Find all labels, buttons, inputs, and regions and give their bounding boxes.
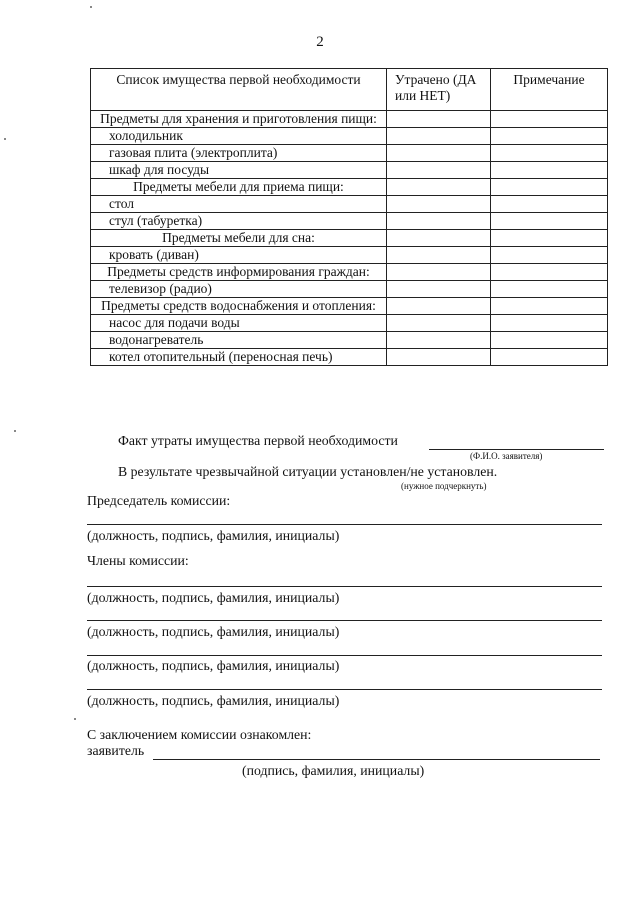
category-label: Предметы средств информирования граждан:: [91, 264, 387, 281]
applicant-label: заявитель: [87, 743, 145, 758]
item-row: [91, 162, 608, 179]
property-table: [90, 68, 608, 366]
lost-cell[interactable]: [387, 315, 491, 332]
table-header-row: [91, 69, 608, 111]
chairman-label: Председатель комиссии:: [87, 493, 231, 508]
note-cell[interactable]: [491, 111, 608, 128]
item-row: [91, 315, 608, 332]
item-row: [91, 196, 608, 213]
lost-cell[interactable]: [387, 264, 491, 281]
result-statement: В результате чрезвычайной ситуации установлен/не установлен.: [118, 464, 498, 479]
note-cell[interactable]: [491, 298, 608, 315]
applicant-name-line[interactable]: [429, 449, 604, 450]
lost-cell[interactable]: [387, 281, 491, 298]
members-label: Члены комиссии:: [87, 553, 189, 568]
category-label: Предметы мебели для сна:: [91, 230, 387, 247]
lost-cell[interactable]: [387, 196, 491, 213]
table-body: [91, 111, 608, 366]
note-cell[interactable]: [491, 162, 608, 179]
category-row: [91, 230, 608, 247]
member-signature-line[interactable]: [87, 655, 602, 656]
lost-cell[interactable]: [387, 230, 491, 247]
item-label: стул (табуретка): [91, 213, 387, 230]
item-label: шкаф для посуды: [91, 162, 387, 179]
item-row: [91, 281, 608, 298]
scan-speck: [90, 6, 92, 8]
applicant-signature-line[interactable]: [153, 759, 600, 760]
note-cell[interactable]: [491, 230, 608, 247]
result-hint: (нужное подчеркнуть): [401, 481, 487, 491]
item-label: газовая плита (электроплита): [91, 145, 387, 162]
chairman-signature-line[interactable]: [87, 524, 602, 525]
applicant-signature-caption: (подпись, фамилия, инициалы): [242, 763, 425, 778]
member-caption: (должность, подпись, фамилия, инициалы): [87, 658, 340, 673]
applicant-name-hint: (Ф.И.О. заявителя): [470, 451, 543, 461]
lost-cell[interactable]: [387, 111, 491, 128]
item-label: насос для подачи воды: [91, 315, 387, 332]
item-row: [91, 247, 608, 264]
fact-of-loss-label: Факт утраты имущества первой необходимости: [118, 433, 398, 448]
scan-speck: [14, 430, 16, 432]
note-cell[interactable]: [491, 247, 608, 264]
scan-speck: [74, 718, 76, 720]
lost-cell[interactable]: [387, 298, 491, 315]
category-label: Предметы средств водоснабжения и отопления:: [91, 298, 387, 315]
note-cell[interactable]: [491, 196, 608, 213]
member-signature-line[interactable]: [87, 620, 602, 621]
item-label: котел отопительный (переносная печь): [91, 349, 387, 366]
note-cell[interactable]: [491, 281, 608, 298]
page-number: 2: [316, 34, 324, 50]
member-signature-line[interactable]: [87, 689, 602, 690]
lost-cell[interactable]: [387, 332, 491, 349]
lost-cell[interactable]: [387, 349, 491, 366]
category-label: Предметы мебели для приема пищи:: [91, 179, 387, 196]
category-row: [91, 264, 608, 281]
item-label: холодильник: [91, 128, 387, 145]
note-cell[interactable]: [491, 213, 608, 230]
chairman-caption: (должность, подпись, фамилия, инициалы): [87, 528, 340, 543]
member-caption: (должность, подпись, фамилия, инициалы): [87, 624, 340, 639]
header-lost: Утрачено (ДА или НЕТ): [387, 69, 491, 111]
category-row: [91, 179, 608, 196]
category-row: [91, 298, 608, 315]
header-property-list: Список имущества первой необходимости: [91, 69, 387, 111]
lost-cell[interactable]: [387, 128, 491, 145]
item-row: [91, 128, 608, 145]
note-cell[interactable]: [491, 128, 608, 145]
acknowledgement-text: С заключением комиссии ознакомлен:: [87, 727, 312, 742]
lost-cell[interactable]: [387, 162, 491, 179]
item-row: [91, 145, 608, 162]
category-label: Предметы для хранения и приготовления пищи:: [91, 111, 387, 128]
item-label: кровать (диван): [91, 247, 387, 264]
lost-cell[interactable]: [387, 179, 491, 196]
item-row: [91, 332, 608, 349]
header-note: Примечание: [491, 69, 608, 111]
item-label: телевизор (радио): [91, 281, 387, 298]
note-cell[interactable]: [491, 179, 608, 196]
note-cell[interactable]: [491, 145, 608, 162]
note-cell[interactable]: [491, 264, 608, 281]
item-label: стол: [91, 196, 387, 213]
note-cell[interactable]: [491, 349, 608, 366]
member-caption: (должность, подпись, фамилия, инициалы): [87, 590, 340, 605]
member-caption: (должность, подпись, фамилия, инициалы): [87, 693, 340, 708]
lost-cell[interactable]: [387, 247, 491, 264]
item-label: водонагреватель: [91, 332, 387, 349]
note-cell[interactable]: [491, 332, 608, 349]
lost-cell[interactable]: [387, 145, 491, 162]
scan-speck: [4, 138, 6, 140]
item-row: [91, 349, 608, 366]
item-row: [91, 213, 608, 230]
member-signature-line[interactable]: [87, 586, 602, 587]
lost-cell[interactable]: [387, 213, 491, 230]
category-row: [91, 111, 608, 128]
note-cell[interactable]: [491, 315, 608, 332]
